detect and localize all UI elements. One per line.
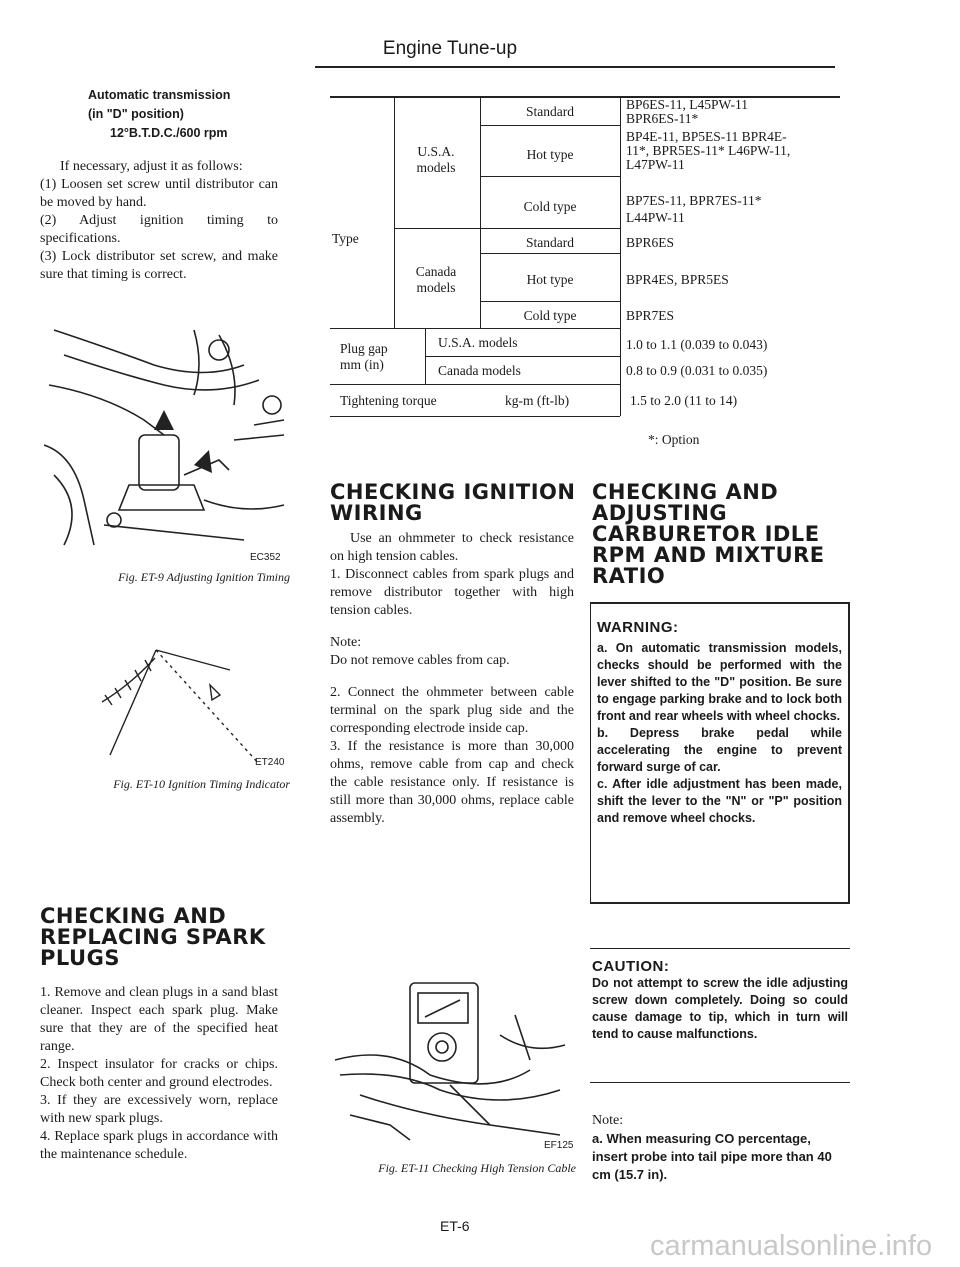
plug-types: BPR6ES xyxy=(626,235,675,250)
wiring-step: 1. Disconnect cables from spark plugs and remove distributor together with high tension cables. xyxy=(330,567,574,618)
caution-top-rule xyxy=(590,948,850,949)
page-number: ET-6 xyxy=(440,1218,470,1234)
heat-range: Hot type xyxy=(526,272,574,287)
option-note: *: Option xyxy=(648,432,700,447)
section-title-spark-plugs xyxy=(40,906,266,969)
torque-unit: kg-m (ft-lb) xyxy=(505,393,570,408)
adjust-intro: If necessary, adjust it as follows: xyxy=(60,159,243,174)
auto-trans-spec xyxy=(88,86,230,143)
wiring-step: 2. Connect the ohmmeter between cable terminal on the spark plug side and the corresponding electrode inside cap. xyxy=(330,685,574,736)
header-rule xyxy=(315,66,835,68)
title-line: REPLACING SPARK xyxy=(40,925,266,949)
plug-types: BP7ES-11, BPR7ES-11* L44PW-11 xyxy=(626,193,762,225)
gap-usa-value: 1.0 to 1.1 (0.039 to 0.043) xyxy=(626,337,768,352)
timing-indicator-illustration xyxy=(90,640,270,765)
torque-value: 1.5 to 2.0 (11 to 14) xyxy=(630,393,738,408)
section-title-ignition-wiring xyxy=(330,482,575,524)
fig10-caption: Fig. ET-10 Ignition Timing Indicator xyxy=(113,777,290,791)
plug-types: BPR7ES xyxy=(626,308,675,323)
plug-step: 2. Inspect insulator for cracks or chips. Check both center and ground electrodes. xyxy=(40,1057,278,1090)
fig9-caption: Fig. ET-9 Adjusting Ignition Timing xyxy=(118,570,290,584)
spec-line-1: Automatic transmission xyxy=(88,88,231,102)
page-header-title: Engine Tune-up xyxy=(382,38,518,59)
intro-para: Use an ohmmeter to check resistance on high tension cables. xyxy=(330,531,574,564)
title-line: ADJUSTING xyxy=(592,501,728,525)
warning-item: b. Depress brake pedal while accelerating the engine to prevent forward surge of car. xyxy=(597,726,842,774)
title-line: RPM AND MIXTURE xyxy=(592,543,825,567)
warning-item: c. After idle adjustment has been made, shift the lever to the "N" or "P" position and remove wheel chocks. xyxy=(597,777,842,825)
plug-types: BPR4ES, BPR5ES xyxy=(626,272,729,287)
note-text: a. When measuring CO percentage, insert probe into tail pipe more than 40 cm (15.7 in). xyxy=(592,1131,832,1182)
torque-label: Tightening torque xyxy=(340,393,437,408)
adjust-step: (2) Adjust ignition timing to specifications. xyxy=(40,213,278,246)
note-label: Note: xyxy=(330,635,362,650)
note-text: Do not remove cables from cap. xyxy=(330,653,510,668)
caution-label: CAUTION: xyxy=(592,958,670,975)
section-title-carburetor xyxy=(592,482,825,587)
warning-box xyxy=(590,602,850,904)
note-label: Note: xyxy=(592,1113,624,1128)
spec-table xyxy=(330,96,840,447)
gap-canada-value: 0.8 to 0.9 (0.031 to 0.035) xyxy=(626,363,768,378)
fig9-code: EC352 xyxy=(250,552,281,563)
type-label: Type xyxy=(332,231,359,246)
fig11-code: EF125 xyxy=(544,1140,574,1151)
warning-label: WARNING: xyxy=(597,619,679,636)
ohmmeter-illustration xyxy=(330,975,580,1145)
plug-types: BP6ES-11, L45PW-11 BPR6ES-11* xyxy=(626,97,749,126)
gap-usa-label: U.S.A. models xyxy=(438,335,518,350)
fig10-code: ET240 xyxy=(255,757,285,768)
title-line: CARBURETOR IDLE xyxy=(592,522,820,546)
plug-step: 4. Replace spark plugs in accordance with the maintenance schedule. xyxy=(40,1129,278,1162)
caution-text: Do not attempt to screw the idle adjusting screw down completely. Doing so could cause damage to tip, which in turn will tend to cause malfunctions. xyxy=(592,976,848,1041)
heat-range: Cold type xyxy=(523,308,577,323)
wiring-step: 3. If the resistance is more than 30,000 ohms, remove cable from cap and check the cable resistance only. If resistance is still more than 30,000 ohms, replace cable assembly. xyxy=(330,739,574,826)
title-line: WIRING xyxy=(330,501,423,525)
plug-step: 3. If they are excessively worn, replace with new spark plugs. xyxy=(40,1093,278,1126)
right-note xyxy=(592,1112,848,1184)
title-line: PLUGS xyxy=(40,946,120,970)
title-line: RATIO xyxy=(592,564,666,588)
caution-block xyxy=(592,958,848,1043)
ignition-wiring-text xyxy=(330,530,574,828)
watermark: carmanualsonline.info xyxy=(650,1230,933,1262)
heat-range: Standard xyxy=(526,235,574,250)
fig11-caption: Fig. ET-11 Checking High Tension Cable xyxy=(378,1161,576,1175)
title-line: CHECKING AND xyxy=(592,480,779,504)
distributor-timing-illustration xyxy=(44,325,290,555)
plug-types: BP4E-11, BP5ES-11 BPR4E-11*, BPR5ES-11* L46PW-11, L47PW-11 xyxy=(626,129,791,172)
adjust-step: (3) Lock distributor set screw, and make sure that timing is correct. xyxy=(40,249,278,282)
spark-plug-steps xyxy=(40,984,278,1164)
canada-label: Canada models xyxy=(415,264,457,295)
plug-step: 1. Remove and clean plugs in a sand blast cleaner. Inspect each spark plug. Make sure that they are of the specified heat range. xyxy=(40,985,278,1054)
spec-line-2: (in "D" position) xyxy=(88,107,184,121)
gap-canada-label: Canada models xyxy=(438,363,521,378)
title-line: CHECKING IGNITION xyxy=(330,480,576,504)
warning-item: a. On automatic transmission models, checks should be performed with the lever shifted to the "D" position. Be sure to engage parking brake and to lock both front and rear wheels with wheel chocks. xyxy=(597,641,842,723)
heat-range: Standard xyxy=(526,104,574,119)
heat-range: Cold type xyxy=(523,199,577,214)
adjust-procedure xyxy=(40,158,278,284)
plug-gap-label: Plug gap mm (in) xyxy=(340,341,388,372)
spec-line-3: 12°B.T.D.C./600 rpm xyxy=(110,126,228,140)
usa-label: U.S.A. models xyxy=(416,144,456,175)
adjust-step: (1) Loosen set screw until distributor can be moved by hand. xyxy=(40,177,278,210)
caution-bottom-rule xyxy=(590,1082,850,1083)
heat-range: Hot type xyxy=(526,147,574,162)
title-line: CHECKING AND xyxy=(40,904,227,928)
